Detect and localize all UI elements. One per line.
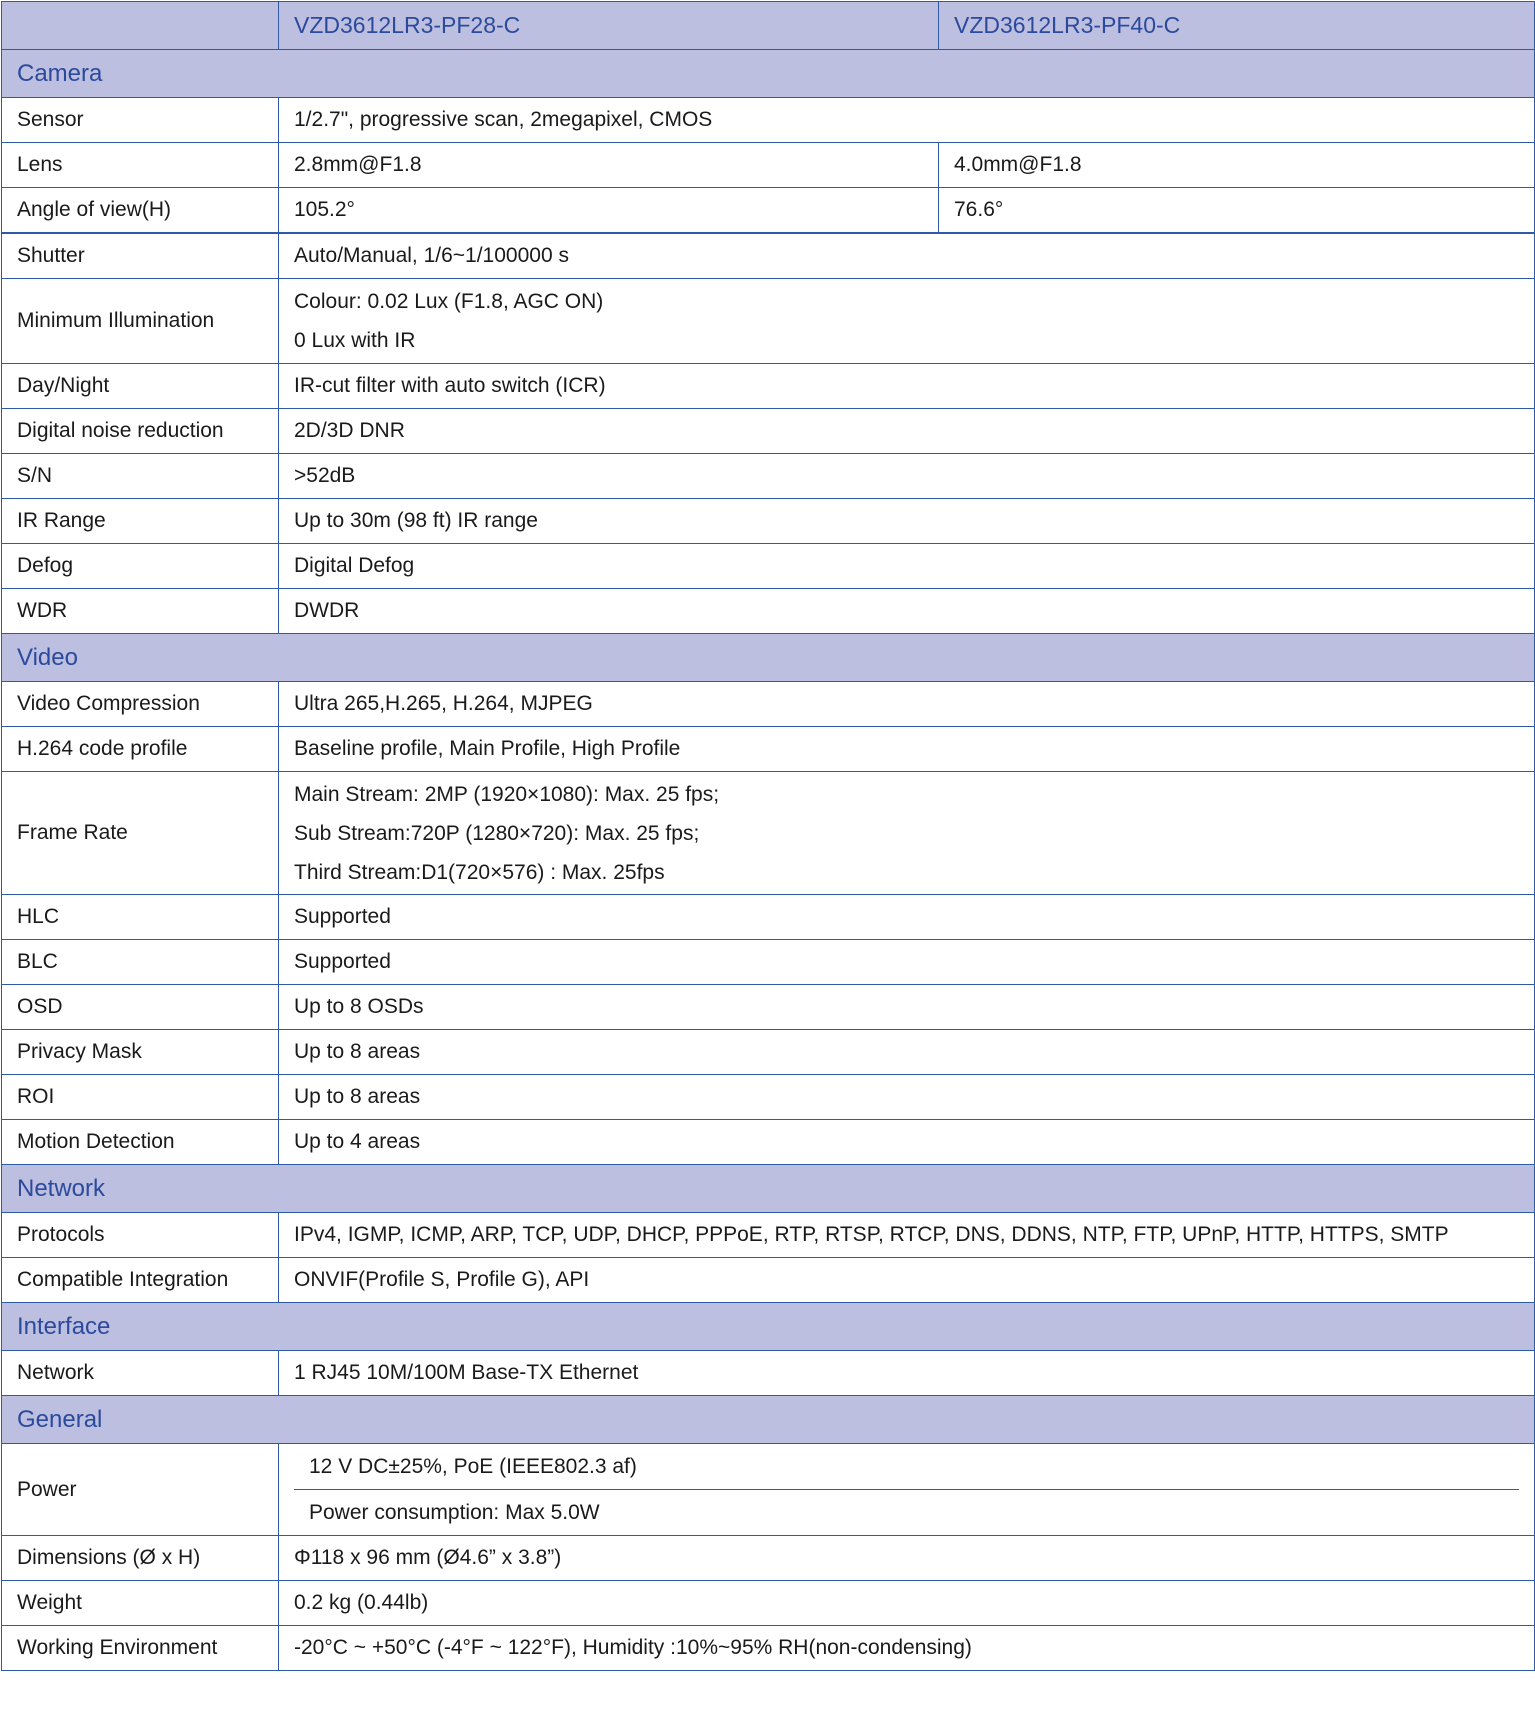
row-value: Supported: [279, 895, 1535, 940]
section-interface: [2, 1303, 1535, 1351]
value-line: 12 V DC±25%, PoE (IEEE802.3 af): [309, 1455, 637, 1478]
value-line: Third Stream:D1(720×576) : Max. 25fps: [294, 860, 665, 884]
section-camera: [2, 50, 1535, 98]
row-label: Network: [2, 1351, 279, 1396]
table-row: [2, 1120, 1535, 1165]
table-row: [2, 1030, 1535, 1075]
table-row: [2, 682, 1535, 727]
row-value: Auto/Manual, 1/6~1/100000 s: [279, 233, 1535, 279]
table-row: [2, 98, 1535, 143]
table-row: [2, 895, 1535, 940]
row-value: Supported: [279, 940, 1535, 985]
row-label: HLC: [2, 895, 279, 940]
row-value-model-b: 76.6°: [939, 188, 1535, 234]
row-label: Defog: [2, 544, 279, 589]
row-value: Up to 30m (98 ft) IR range: [279, 499, 1535, 544]
row-value: Up to 8 areas: [279, 1075, 1535, 1120]
row-value: 1 RJ45 10M/100M Base-TX Ethernet: [279, 1351, 1535, 1396]
table-row: [2, 1213, 1535, 1258]
table-row: [2, 1536, 1535, 1581]
row-value: 1/2.7", progressive scan, 2megapixel, CMOS: [279, 98, 1535, 143]
row-label: Privacy Mask: [2, 1030, 279, 1075]
row-label: H.264 code profile: [2, 727, 279, 772]
section-video: [2, 634, 1535, 682]
row-label: Minimum Illumination: [2, 279, 279, 364]
row-value: 0.2 kg (0.44lb): [279, 1581, 1535, 1626]
row-label: Shutter: [2, 233, 279, 279]
value-line: Main Stream: 2MP (1920×1080): Max. 25 fps;: [294, 782, 720, 806]
table-row: [2, 1258, 1535, 1303]
row-value: >52dB: [279, 454, 1535, 499]
row-label: OSD: [2, 985, 279, 1030]
value-line: Power consumption: Max 5.0W: [294, 1489, 1519, 1535]
row-label: Weight: [2, 1581, 279, 1626]
row-value-model-a: 2.8mm@F1.8: [279, 143, 939, 188]
row-value: Ultra 265,H.265, H.264, MJPEG: [279, 682, 1535, 727]
row-label: Motion Detection: [2, 1120, 279, 1165]
row-value: ONVIF(Profile S, Profile G), API: [279, 1258, 1535, 1303]
row-label: S/N: [2, 454, 279, 499]
row-label: BLC: [2, 940, 279, 985]
row-value: IR-cut filter with auto switch (ICR): [279, 364, 1535, 409]
row-value-model-a: 105.2°: [279, 188, 939, 234]
row-label: Sensor: [2, 98, 279, 143]
section-title: General: [2, 1396, 1535, 1444]
table-row: [2, 985, 1535, 1030]
row-label: Working Environment: [2, 1626, 279, 1671]
row-label: Dimensions (Ø x H): [2, 1536, 279, 1581]
table-row: [2, 188, 1535, 234]
value-line: 0 Lux with IR: [294, 329, 416, 352]
row-value: Up to 4 areas: [279, 1120, 1535, 1165]
table-row: [2, 1581, 1535, 1626]
row-value: -20°C ~ +50°C (-4°F ~ 122°F), Humidity :10%~95% RH(non-condensing): [279, 1626, 1535, 1671]
row-value-split: [279, 1444, 1535, 1536]
table-row: [2, 499, 1535, 544]
row-label: Frame Rate: [2, 772, 279, 895]
table-row: [2, 233, 1535, 279]
row-label: Power: [2, 1444, 279, 1536]
table-row: [2, 940, 1535, 985]
row-label: IR Range: [2, 499, 279, 544]
table-row: [2, 589, 1535, 634]
table-row: [2, 1075, 1535, 1120]
row-label: ROI: [2, 1075, 279, 1120]
row-label: Angle of view(H): [2, 188, 279, 234]
row-label: Protocols: [2, 1213, 279, 1258]
section-network: [2, 1165, 1535, 1213]
table-row: [2, 1626, 1535, 1671]
spec-table: [1, 1, 1535, 1671]
table-row: [2, 1444, 1535, 1536]
row-value-multiline: [279, 772, 1535, 895]
table-row: [2, 544, 1535, 589]
table-row: [2, 454, 1535, 499]
model-b-heading: VZD3612LR3-PF40-C: [939, 2, 1535, 50]
row-value: Digital Defog: [279, 544, 1535, 589]
row-value-model-b: 4.0mm@F1.8: [939, 143, 1535, 188]
row-value-multiline: [279, 279, 1535, 364]
row-label: Compatible Integration: [2, 1258, 279, 1303]
section-general: [2, 1396, 1535, 1444]
model-a-heading: VZD3612LR3-PF28-C: [279, 2, 939, 50]
table-row: [2, 409, 1535, 454]
table-row: [2, 1351, 1535, 1396]
section-title: Interface: [2, 1303, 1535, 1351]
row-label: Video Compression: [2, 682, 279, 727]
value-line: Sub Stream:720P (1280×720): Max. 25 fps;: [294, 821, 700, 845]
section-title: Camera: [2, 50, 1535, 98]
table-row: [2, 279, 1535, 364]
row-value: Φ118 x 96 mm (Ø4.6” x 3.8”): [279, 1536, 1535, 1581]
table-row: [2, 727, 1535, 772]
row-value: DWDR: [279, 589, 1535, 634]
row-value: Baseline profile, Main Profile, High Profile: [279, 727, 1535, 772]
row-label: Day/Night: [2, 364, 279, 409]
row-label: Digital noise reduction: [2, 409, 279, 454]
row-value: Up to 8 OSDs: [279, 985, 1535, 1030]
row-value: Up to 8 areas: [279, 1030, 1535, 1075]
model-header-row: [2, 2, 1535, 50]
value-line: Colour: 0.02 Lux (F1.8, AGC ON): [294, 290, 604, 313]
header-empty-cell: [2, 2, 279, 50]
row-label: WDR: [2, 589, 279, 634]
table-row: [2, 364, 1535, 409]
row-label: Lens: [2, 143, 279, 188]
row-value: IPv4, IGMP, ICMP, ARP, TCP, UDP, DHCP, PPPoE, RTP, RTSP, RTCP, DNS, DDNS, NTP, FTP, UPnP, HTTP, HTTPS, SMTP: [279, 1213, 1535, 1258]
section-title: Video: [2, 634, 1535, 682]
row-value: 2D/3D DNR: [279, 409, 1535, 454]
table-row: [2, 772, 1535, 895]
section-title: Network: [2, 1165, 1535, 1213]
table-row: [2, 143, 1535, 188]
